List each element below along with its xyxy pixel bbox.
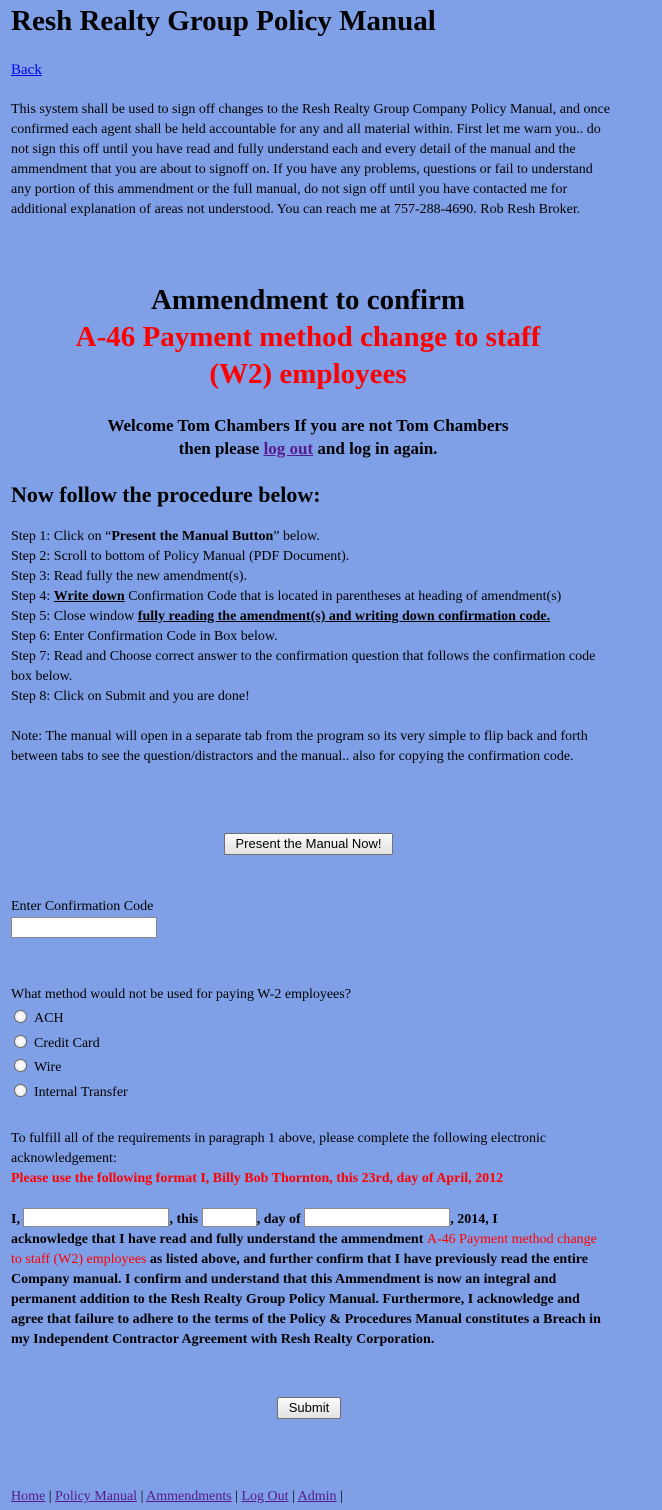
name-field[interactable] bbox=[23, 1208, 169, 1227]
acknowledgement-intro: To fulfill all of the requirements in paragraph 1 above, please complete the following electronic acknowledgement: bbox=[11, 1131, 547, 1166]
note-line2: between tabs to see the question/distractors and the manual.. also for copying the confirmation code. bbox=[11, 749, 574, 764]
answer-label: Credit Card bbox=[34, 1036, 100, 1051]
footer-link-ammendments[interactable]: Ammendments bbox=[146, 1489, 232, 1504]
amendment-title-line1: A-46 Payment method change to staff bbox=[75, 321, 541, 353]
answer-option-wire[interactable] bbox=[14, 1058, 61, 1078]
footer-separator: | bbox=[235, 1489, 238, 1504]
step-3: Step 3: Read fully the new amendment(s). bbox=[11, 569, 247, 584]
step-4-post: Confirmation Code that is located in parentheses at heading of amendment(s) bbox=[128, 589, 562, 604]
ack-i: I, bbox=[11, 1212, 20, 1227]
amendment-title-line2: (W2) employees bbox=[209, 358, 407, 390]
confirmation-code-label: Enter Confirmation Code bbox=[11, 899, 154, 914]
footer-link-log-out[interactable]: Log Out bbox=[241, 1489, 289, 1504]
ack-this: , this bbox=[169, 1212, 199, 1227]
question-text: What method would not be used for paying W-2 employees? bbox=[11, 987, 351, 1002]
answer-option-ach[interactable] bbox=[14, 1009, 64, 1029]
step-5-pre: Step 5: Close window bbox=[11, 609, 135, 624]
step-1-post: ” below. bbox=[273, 529, 320, 544]
step-5-bold: fully reading the amendment(s) and writing down confirmation code. bbox=[137, 609, 551, 624]
welcome-then: then please bbox=[178, 439, 260, 458]
ack-year: , 2014, I bbox=[450, 1212, 498, 1227]
intro-paragraph: This system shall be used to sign off changes to the Resh Realty Group Company Policy Manual, and once confirmed each agent shall be held accountable for any and all material within. First let me warn you.. do not sign this off until you have read and fully understand each and every detail of the manual and the ammendment that you are about to signoff on. If you have any problems, questions or fail to understand any portion of this ammendment or the full manual, do not sign off until you have contacted me for additional explanation of areas not understood. You can reach me at 757-288-4690. Rob Resh Broker. bbox=[11, 102, 610, 217]
step-4-pre: Step 4: bbox=[11, 589, 51, 604]
radio-button[interactable] bbox=[14, 1084, 27, 1097]
step-1 bbox=[11, 527, 611, 547]
radio-button[interactable] bbox=[14, 1035, 27, 1048]
footer-separator: | bbox=[339, 1489, 343, 1504]
confirmation-code-input[interactable] bbox=[11, 917, 157, 938]
ack-rest: as listed above, and further confirm that I have previously read the entire Company manual. I confirm and understand that this Ammendment is now an integral and permanent addition to the Resh Realty Group Policy Manual. Furthermore, I acknowledge and agree that failure to adhere to the terms of the Policy & Procedures Manual constitutes a Breach in my Independent Contractor Agreement with Resh Realty Corporation. bbox=[11, 1252, 601, 1347]
step-1-pre: Step 1: Click on “ bbox=[11, 529, 112, 544]
step-8: Step 8: Click on Submit and you are done! bbox=[11, 689, 250, 704]
answer-label: Internal Transfer bbox=[34, 1085, 128, 1100]
amendment-title bbox=[0, 319, 616, 393]
procedure-steps bbox=[11, 527, 611, 707]
step-7: Step 7: Read and Choose correct answer to the confirmation question that follows the confirmation code box below. bbox=[11, 649, 596, 684]
submit-button[interactable]: Submit bbox=[277, 1397, 341, 1419]
ack-dayof: , day of bbox=[256, 1212, 301, 1227]
answer-option-credit-card[interactable] bbox=[14, 1034, 100, 1054]
welcome-after: and log in again. bbox=[317, 439, 438, 458]
step-2: Step 2: Scroll to bottom of Policy Manual (PDF Document). bbox=[11, 549, 350, 564]
ack-amendment-name: A-46 Payment method change to staff (W2) employees bbox=[11, 1232, 597, 1267]
step-4 bbox=[11, 587, 611, 607]
note-text bbox=[11, 727, 611, 767]
footer-nav bbox=[11, 1487, 343, 1507]
footer-separator: | bbox=[48, 1489, 52, 1504]
answer-option-internal-transfer[interactable] bbox=[14, 1083, 128, 1103]
format-instruction: Please use the following format I, Billy Bob Thornton, this 23rd, day of April, 2012 bbox=[11, 1171, 504, 1186]
step-5 bbox=[11, 607, 611, 627]
logout-link[interactable]: log out bbox=[263, 439, 314, 458]
footer-link-policy-manual[interactable]: Policy Manual bbox=[55, 1489, 138, 1504]
welcome-message bbox=[0, 414, 616, 460]
footer-separator: | bbox=[140, 1489, 144, 1504]
step-1-bold: Present the Manual Button bbox=[111, 529, 274, 544]
acknowledgement-paragraph bbox=[11, 1208, 611, 1350]
footer-separator: | bbox=[292, 1489, 295, 1504]
step-4-bold: Write down bbox=[53, 589, 125, 604]
answer-label: Wire bbox=[34, 1060, 62, 1075]
ack-text: acknowledge that I have read and fully understand the ammendment bbox=[11, 1232, 424, 1247]
footer-link-admin[interactable]: Admin bbox=[297, 1489, 337, 1504]
present-manual-button[interactable]: Present the Manual Now! bbox=[224, 833, 393, 855]
footer-link-home[interactable]: Home bbox=[11, 1489, 46, 1504]
back-link[interactable]: Back bbox=[11, 62, 42, 78]
procedure-heading: Now follow the procedure below: bbox=[11, 482, 321, 507]
radio-button[interactable] bbox=[14, 1059, 27, 1072]
month-field[interactable] bbox=[304, 1208, 450, 1227]
note-line1: Note: The manual will open in a separate tab from the program so its very simple to flip back and forth bbox=[11, 729, 588, 744]
page-title: Resh Realty Group Policy Manual bbox=[11, 5, 436, 37]
radio-button[interactable] bbox=[14, 1010, 27, 1023]
amendment-heading: Ammendment to confirm bbox=[150, 284, 466, 316]
welcome-line1: Welcome Tom Chambers If you are not Tom Chambers bbox=[107, 416, 509, 435]
step-6: Step 6: Enter Confirmation Code in Box below. bbox=[11, 629, 278, 644]
day-field[interactable] bbox=[202, 1208, 257, 1227]
answer-label: ACH bbox=[34, 1011, 64, 1026]
